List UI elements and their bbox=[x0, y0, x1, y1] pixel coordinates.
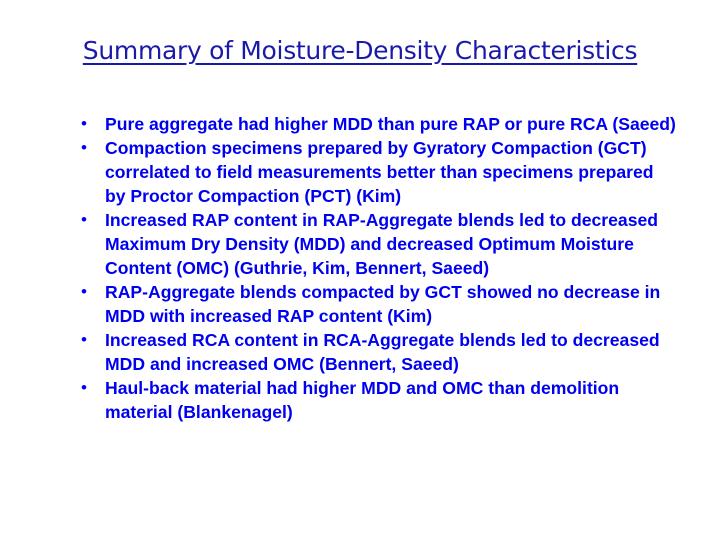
bullet-item bbox=[78, 328, 678, 376]
bullet-text: Increased RAP content in RAP-Aggregate blends led to decreased Maximum Dry Density (MDD) and decreased Optimum Moisture Content (OMC) (Guthrie, Kim, Bennert, Saeed) bbox=[105, 210, 659, 278]
bullet-text: Compaction specimens prepared by Gyratory Compaction (GCT) correlated to field measurements better than specimens prepared by Proctor Compaction (PCT) (Kim) bbox=[105, 138, 654, 206]
bullet-text: Pure aggregate had higher MDD than pure RAP or pure RCA (Saeed) bbox=[105, 114, 676, 134]
bullet-item bbox=[78, 376, 678, 424]
bullet-item bbox=[78, 208, 678, 280]
bullet-icon: • bbox=[81, 210, 87, 229]
bullet-text: Increased RCA content in RCA-Aggregate blends led to decreased MDD and increased OMC (Bennert, Saeed) bbox=[105, 330, 660, 374]
bullet-icon: • bbox=[81, 282, 87, 301]
bullet-list bbox=[78, 112, 678, 424]
bullet-icon: • bbox=[81, 138, 87, 157]
bullet-text: Haul-back material had higher MDD and OMC than demolition material (Blankenagel) bbox=[105, 378, 620, 422]
slide-title: Summary of Moisture-Density Characteristics bbox=[82, 36, 638, 65]
bullet-item bbox=[78, 280, 678, 328]
bullet-icon: • bbox=[81, 114, 87, 133]
bullet-item bbox=[78, 136, 678, 208]
bullet-icon: • bbox=[81, 330, 87, 349]
bullet-item bbox=[78, 112, 678, 136]
bullet-icon: • bbox=[81, 378, 87, 397]
bullet-text: RAP-Aggregate blends compacted by GCT showed no decrease in MDD with increased RAP content (Kim) bbox=[105, 282, 661, 326]
